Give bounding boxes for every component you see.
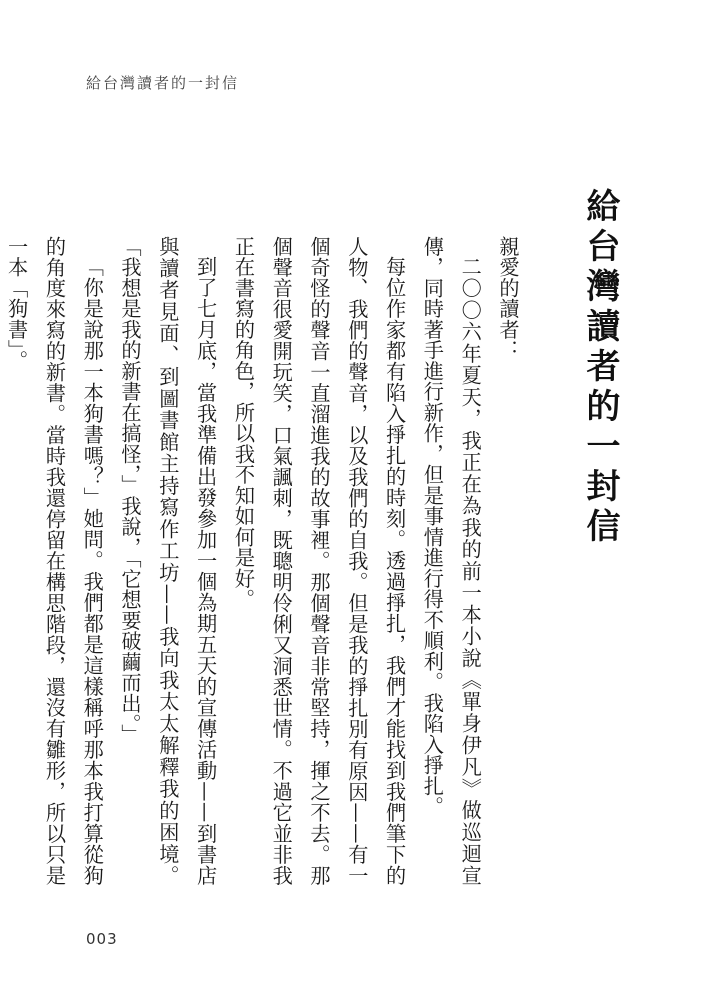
paragraph: 每位作家都有陷入掙扎的時刻。透過掙扎，我們才能找到我們筆下的人物、我們的聲音，以及我們的自我。但是我的掙扎別有原因——有一個奇怪的聲音一直溜進我的故事裡。那個聲音非常堅持，揮之不去。那個聲音很愛開玩笑，口氣諷刺，既聰明伶俐又洞悉世情。不過它並非我正在書寫的角色，所以我不知如何是好。: [231, 236, 407, 886]
running-header: 給台灣讀者的一封信: [86, 74, 240, 92]
page-number: 003: [86, 930, 118, 948]
paragraph: 到了七月底，當我準備出發參加一個為期五天的宣傳活動——到書店與讀者見面、到圖書館主持寫作工坊——我向我太太解釋我的困境。「我想是我的新書在搞怪，」我說，「它想要破繭而出。」: [118, 236, 218, 886]
paragraph: 「你是說那一本狗書嗎？」她問。我們都是這樣稱呼那本我打算從狗的角度來寫的新書。當時我還停留在構思階段，還沒有雛形，所以只是一本「狗書」。: [4, 236, 105, 886]
paragraph: 二〇〇六年夏天，我正在為我的前一本小說《單身伊凡》做巡迴宣傳，同時著手進行新作，但是事情進行得不順利。我陷入掙扎。: [420, 236, 483, 886]
salutation: 親愛的讀者：: [496, 236, 520, 361]
chapter-title: 給台灣讀者的一封信: [580, 188, 620, 548]
letter-body: [0, 236, 526, 886]
